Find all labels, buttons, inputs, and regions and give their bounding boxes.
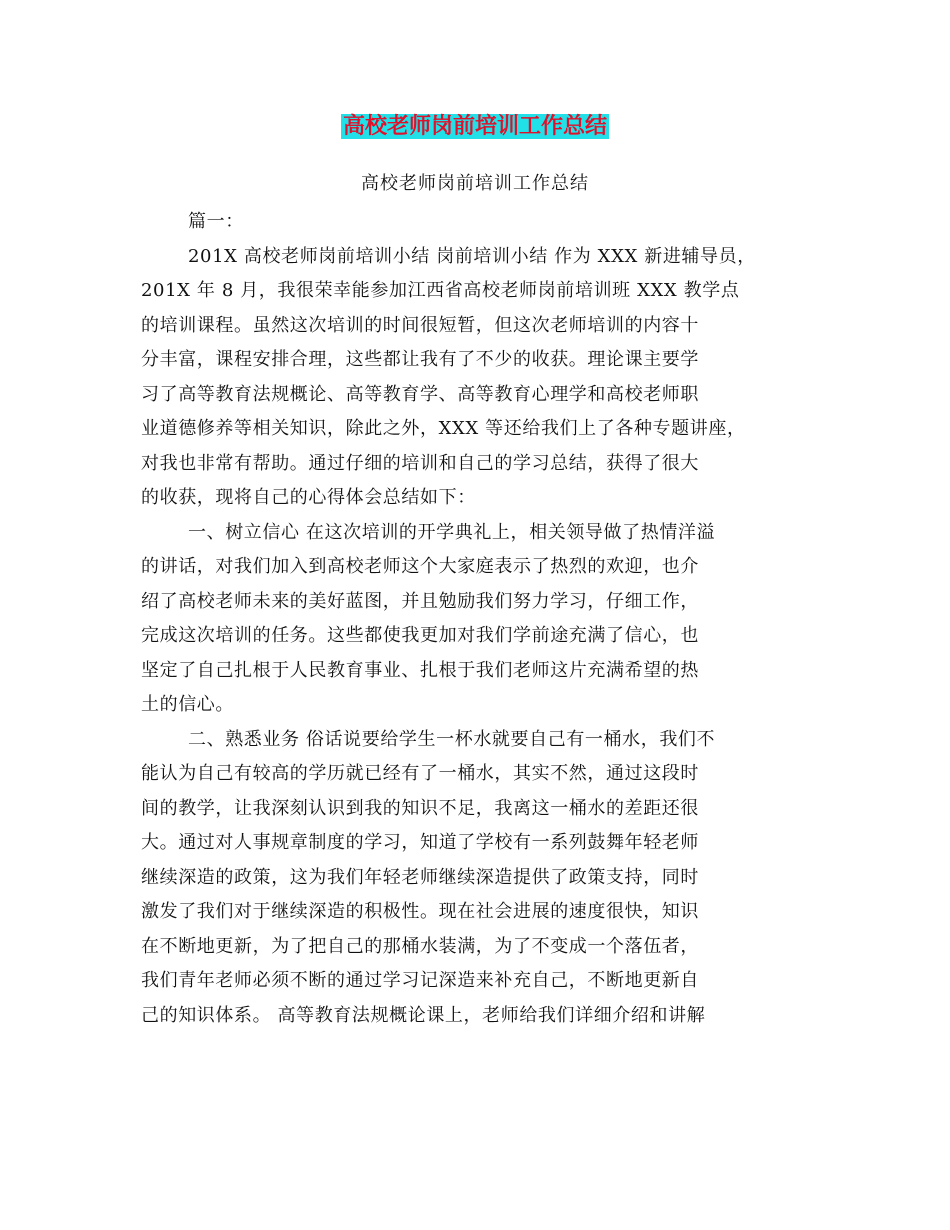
text-line: 201X 年 8 月，我很荣幸能参加江西省高校老师岗前培训班 XXX 教学点	[141, 280, 740, 301]
text-line: 坚定了自己扎根于人民教育事业、扎根于我们老师这片充满希望的热	[141, 659, 699, 681]
text-line: 的讲话，对我们加入到高校老师这个大家庭表示了热烈的欢迎，也介	[141, 556, 699, 577]
text-line: 对我也非常有帮助。通过仔细的培训和自己的学习总结，获得了很大	[141, 452, 699, 474]
text-line: 二、熟悉业务 俗话说要给学生一杯水就要自己有一桶水，我们不	[188, 728, 716, 750]
text-line: 一、树立信心 在这次培训的开学典礼上，相关领导做了热情洋溢	[188, 521, 716, 543]
text-line: 我们青年老师必须不断的通过学习记深造来补充自己，不断地更新自	[141, 970, 699, 991]
text-line: 的培训课程。虽然这次培训的时间很短暂，但这次老师培训的内容十	[141, 314, 699, 336]
text-line: 大。通过对人事规章制度的学习，知道了学校有一系列鼓舞年轻老师	[141, 832, 699, 853]
text-line: 习了高等教育法规概论、高等教育学、高等教育心理学和高校老师职	[141, 383, 699, 405]
text-line: 分丰富，课程安排合理，这些都让我有了不少的收获。理论课主要学	[141, 349, 699, 370]
title-highlight: 高校老师岗前培训工作总结	[342, 114, 607, 139]
text-line: 的收获，现将自己的心得体会总结如下：	[141, 487, 476, 508]
text-line: 能认为自己有较高的学历就已经有了一桶水，其实不然，通过这段时	[141, 763, 699, 784]
text-line: 继续深造的政策，这为我们年轻老师继续深造提供了政策支持，同时	[141, 866, 699, 888]
text-line: 绍了高校老师未来的美好蓝图，并且勉励我们努力学习，仔细工作，	[141, 590, 699, 612]
document-body	[141, 205, 821, 1033]
text-line: 完成这次培训的任务。这些都使我更加对我们学前途充满了信心，也	[141, 625, 699, 646]
document-title	[0, 112, 950, 142]
text-line: 在不断地更新，为了把自己的那桶水装满，为了不变成一个落伍者，	[141, 935, 699, 957]
text-line: 201X 高校老师岗前培训小结 岗前培训小结 作为 XXX 新进辅导员，	[188, 245, 756, 267]
text-line: 土的信心。	[141, 694, 234, 715]
text-line: 间的教学，让我深刻认识到我的知识不足，我离这一桶水的差距还很	[141, 797, 699, 819]
text-line: 篇一：	[188, 211, 244, 232]
text-line: 业道德修养等相关知识，除此之外，XXX 等还给我们上了各种专题讲座，	[141, 418, 746, 439]
text-line: 激发了我们对于继续深造的积极性。现在社会进展的速度很快，知识	[141, 901, 699, 922]
document-subtitle: 高校老师岗前培训工作总结	[361, 173, 589, 194]
text-line: 己的知识体系。 高等教育法规概论课上，老师给我们详细介绍和讲解	[141, 1004, 706, 1026]
